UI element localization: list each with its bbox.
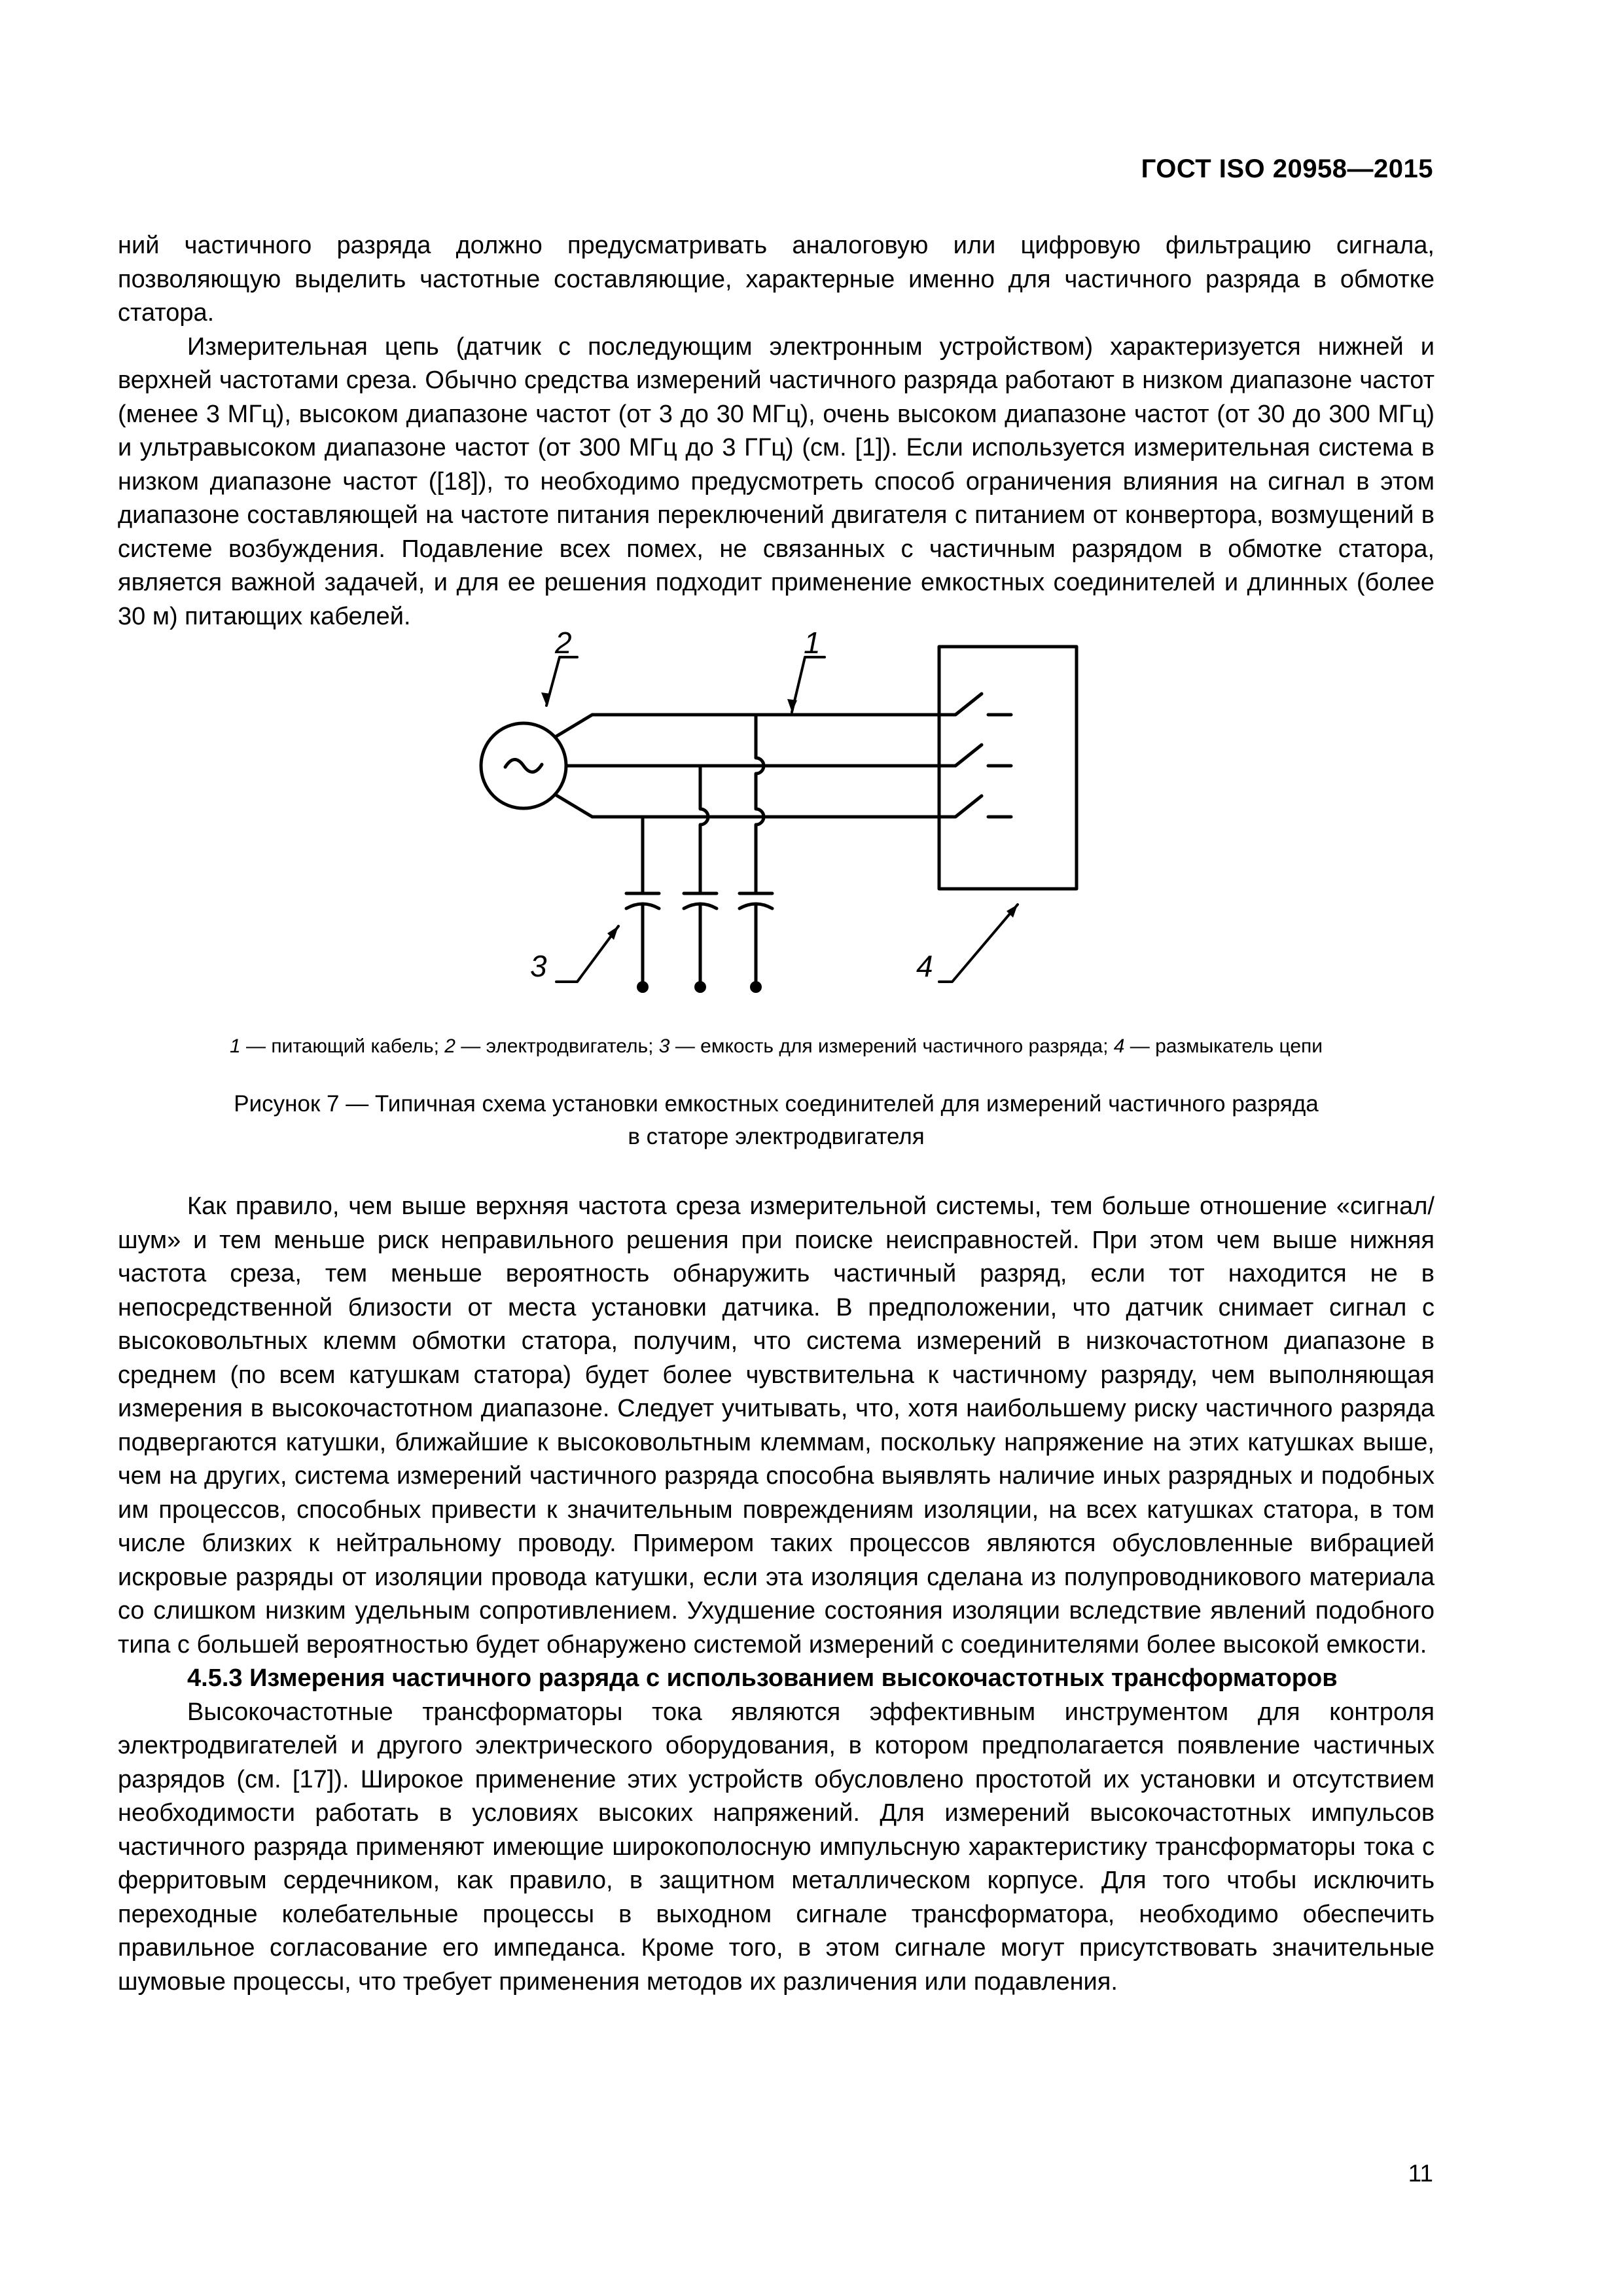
figure-caption bbox=[118, 1088, 1435, 1153]
paragraph-measuring-circuit: Измерительная цепь (датчик с последующим электронным устройством) характеризуется нижней и верхней частотами среза. Обычно средства измерений частичного разряда работают в низком диапазоне частот (менее 3 МГц), высоком диапазоне частот (от 3 до 30 МГц), очень высоком диапазоне частот (от 30 до 300 МГц) и ультравысоком диапазоне частот (от 300 МГц до 3 ГГц) (см. [1]). Если используется измерительная система в низком диапазоне частот ([18]), то необходимо предусмотреть способ ограничения влияния на сигнал в этом диапазоне составляющей на частоте питания переключений двигателя с питанием от конвертора, возмущений в системе возбуждения. Подавление всех помех, не связанных с частичным разрядом в обмотке статора, является важной задачей, и для ее решения подходит применение емкостных соединителей и длинных (более 30 м) питающих кабелей. bbox=[118, 332, 1435, 630]
legend-text-4: — размыкатель цепи bbox=[1124, 1035, 1323, 1057]
figure-legend bbox=[118, 1035, 1435, 1058]
diagram-label-3: 3 bbox=[530, 949, 547, 983]
legend-text-2: — электродвигатель; bbox=[455, 1035, 659, 1057]
legend-num-3: 3 bbox=[658, 1035, 670, 1057]
paragraph-hf-transformers: Высокочастотные трансформаторы тока являются эффективным инструментом для контроля электродвигателей и другого электрического оборудования, в котором предполагается появление частичных разрядов (см. [17]). Широкое применение этих устройств обусловлено простотой их установки и отсутствием необходимости работать в условиях высоких напряжений. Для измерений высокочастотных импульсов частичного разряда применяют имеющие широкополосную импульсную характеристику трансформаторы тока с ферритовым сердечником, как правило, в защитном металлическом корпусе. Для того чтобы исключить переходные колебательные процессы в выходном сигнале трансформатора, необходимо обеспечить правильное согласование его импеданса. Кроме того, в этом сигнале могут присутствовать значительные шумовые процессы, что требует применения методов их различения или подавления. bbox=[118, 1698, 1435, 1996]
motor-lead-bottom bbox=[556, 795, 592, 817]
terminal-dot-3 bbox=[637, 981, 649, 993]
section-title-4-5-3: 4.5.3 Измерения частичного разряда с использованием высокочастотных трансформаторов bbox=[187, 1664, 1338, 1692]
diagram-label-4: 4 bbox=[916, 949, 933, 983]
figure-7-diagram bbox=[458, 628, 1152, 1021]
leader-label-1 bbox=[792, 657, 825, 712]
capacitor-lead-1 bbox=[756, 715, 764, 893]
switch-1 bbox=[939, 694, 1011, 715]
legend-text-1: — питающий кабель; bbox=[240, 1035, 445, 1057]
motor-tilde-icon bbox=[505, 759, 542, 772]
legend-text-3: — емкость для измерений частичного разряда; bbox=[669, 1035, 1114, 1057]
page-number: 11 bbox=[1408, 2160, 1433, 2187]
paragraph-continuation: ний частичного разряда должно предусматривать аналоговую или цифровую фильтрацию сигнала, позволяющую выделить частотные составляющие, характерные именно для частичного разряда в обмотке статора. bbox=[118, 232, 1435, 327]
motor-lead-top bbox=[556, 715, 592, 736]
leader-label-2 bbox=[546, 657, 577, 706]
caption-line-2: в статоре электродвигателя bbox=[628, 1124, 925, 1149]
terminal-dot-2 bbox=[694, 981, 706, 993]
terminal-dot-1 bbox=[750, 981, 762, 993]
document-code-header: ГОСТ ISO 20958—2015 bbox=[1141, 154, 1433, 183]
arrow-label-1 bbox=[787, 699, 797, 712]
circuit-diagram bbox=[458, 628, 1152, 1021]
legend-num-1: 1 bbox=[229, 1035, 241, 1057]
switch-2 bbox=[939, 745, 1011, 766]
circuit-breaker-box bbox=[939, 647, 1077, 889]
switch-3 bbox=[939, 796, 1011, 817]
paragraph-cutoff-frequency: Как правило, чем выше верхняя частота среза измерительной системы, тем больше отношение «сигнал/шум» и тем меньше риск неправильного решения при поиске неисправностей. При этом чем выше нижняя частота среза, тем меньше вероятность обнаружить частичный разряд, если тот находится не в непосредственной близости от места установки датчика. В предположении, что датчик снимает сигнал с высоковольтных клемм обмотки статора, получим, что система измерений в низкочастотном диапазоне в среднем (по всем катушкам статора) будет более чувствительна к частичному разряду, чем выполняющая измерения в высокочастотном диапазоне. Следует учитывать, что, хотя наибольшему риску частичного разряда подвергаются катушки, ближайшие к высоковольтным клеммам, поскольку напряжение на этих катушках выше, чем на других, система измерений частичного разряда способна выявлять наличие иных разрядных и подобных им процессов, способных привести к значительным повреждениям изоляции, на всех катушках статора, в том числе близких к нейтральному проводу. Примером таких процессов являются обусловленные вибрацией искровые разряды от изоляции провода катушки, если эта изоляция сделана из полупроводникового материала со слишком низким удельным сопротивлением. Ухудшение состояния изоляции вследствие явлений подобного типа с большей вероятностью будет обнаружено системой измерений с соединителями более высокой емкости. bbox=[118, 1193, 1435, 1659]
body-text-bottom bbox=[118, 1190, 1435, 1999]
diagram-label-1: 1 bbox=[804, 628, 821, 660]
caption-line-1: Рисунок 7 — Типичная схема установки емкостных соединителей для измерений частичного разряда bbox=[234, 1091, 1319, 1117]
legend-num-4: 4 bbox=[1113, 1035, 1125, 1057]
legend-num-2: 2 bbox=[444, 1035, 455, 1057]
body-text-top bbox=[118, 229, 1435, 634]
diagram-label-2: 2 bbox=[555, 628, 572, 660]
capacitor-lead-2 bbox=[700, 766, 708, 893]
leader-label-4 bbox=[939, 905, 1018, 982]
